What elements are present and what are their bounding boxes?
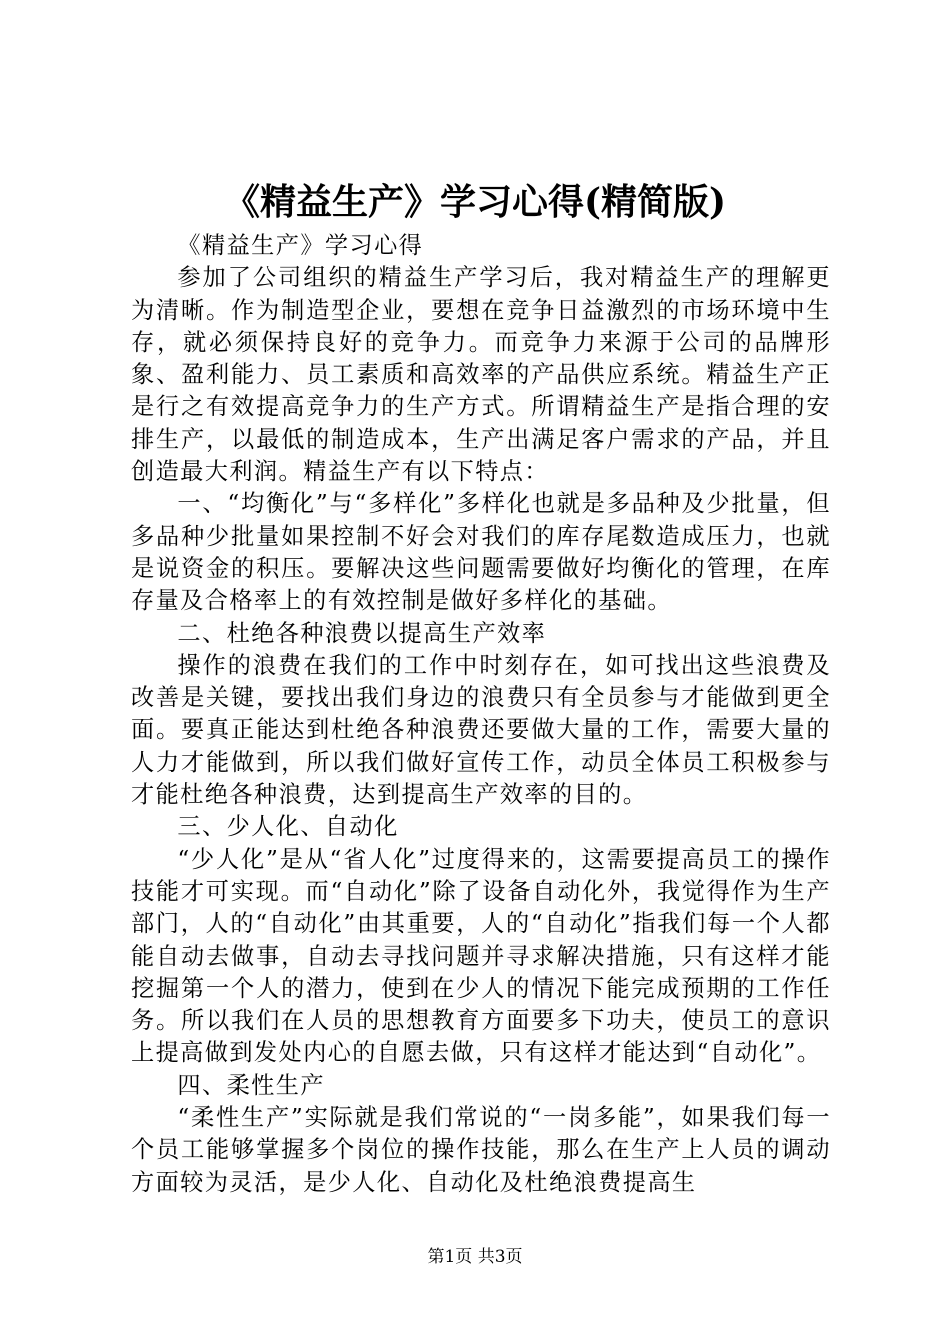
paragraph-point-3: “少人化”是从“省人化”过度得来的，这需要提高员工的操作技能才可实现。而“自动化”除了设备自动化外，我觉得作为生产部门，人的“自动化”由其重要，人的“自动化”指我们每一个人都能自动去做事，自动去寻找问题并寻求解决措施，只有这样才能挖掘第一个人的潜力，使到在少人的情况下能完成预期的工作任务。所以我们在人员的思想教育方面要多下功夫，使员工的意识上提高做到发处内心的自愿去做，只有这样才能达到“自动化”。 <box>131 845 831 1067</box>
paragraph-subtitle: 《精益生产》学习心得 <box>177 232 424 259</box>
document-title: 《精益生产》学习心得(精简版) <box>223 181 727 223</box>
paragraph-point-2: 操作的浪费在我们的工作中时刻存在，如可找出这些浪费及改善是关键，要找出我们身边的浪费只有全员参与才能做到更全面。要真正能达到杜绝各种浪费还要做大量的工作，需要大量的人力才能做到，所以我们做好宣传工作，动员全体员工积极参与才能杜绝各种浪费，达到提高生产效率的目的。 <box>131 651 831 809</box>
paragraph-heading-3: 三、少人化、自动化 <box>177 813 399 841</box>
page-footer: 第1页 共3页 <box>427 1247 523 1267</box>
paragraph-heading-4: 四、柔性生产 <box>177 1071 325 1099</box>
document-body <box>131 230 831 1199</box>
paragraph-intro: 参加了公司组织的精益生产学习后，我对精益生产的理解更为清晰。作为制造型企业，要想在竞争日益激烈的市场环境中生存，就必须保持良好的竞争力。而竞争力来源于公司的品牌形象、盈利能力、员工素质和高效率的产品供应系统。精益生产正是行之有效提高竞争力的生产方式。所谓精益生产是指合理的安排生产，以最低的制造成本，生产出满足客户需求的产品，并且创造最大利润。精益生产有以下特点： <box>131 264 831 486</box>
paragraph-point-1: 一、“均衡化”与“多样化”多样化也就是多品种及少批量，但多品种少批量如果控制不好会对我们的库存尾数造成压力，也就是说资金的积压。要解决这些问题需要做好均衡化的管理，在库存量及合格率上的有效控制是做好多样化的基础。 <box>131 490 831 615</box>
paragraph-heading-2: 二、杜绝各种浪费以提高生产效率 <box>177 619 547 647</box>
paragraph-point-4: “柔性生产”实际就是我们常说的“一岗多能”，如果我们每一个员工能够掌握多个岗位的操作技能，那么在生产上人员的调动方面较为灵活，是少人化、自动化及杜绝浪费提高生 <box>131 1104 831 1196</box>
